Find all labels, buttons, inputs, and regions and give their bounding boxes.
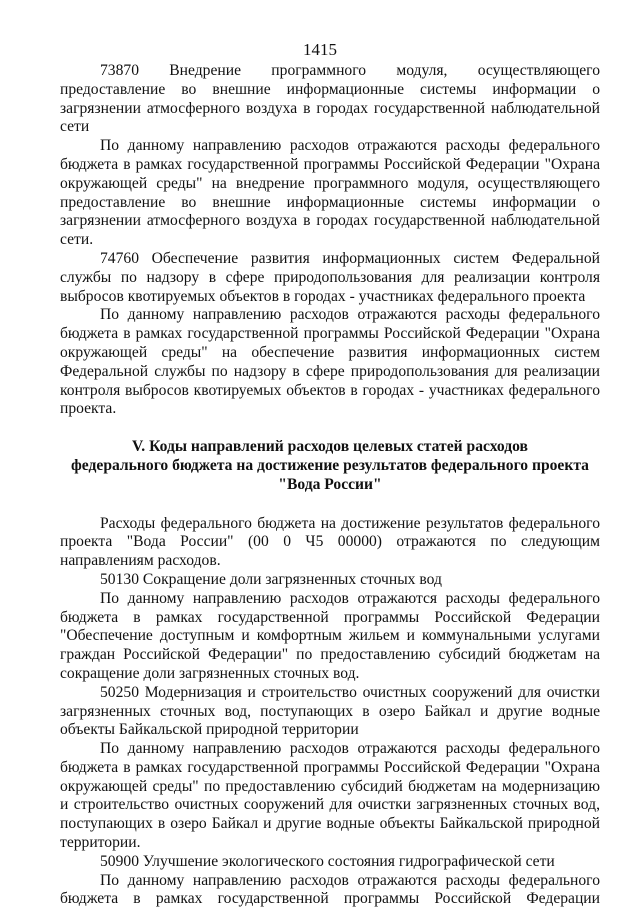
paragraph-50130-description: По данному направлению расходов отражаются расходы федерального бюджета в рамках государственной программы Российской Федерации "Обеспечение доступным и комфортным жильем и коммунальными услугами граждан Российской Федерации" по предоставлению субсидий бюджетам на сокращение доли загрязненных сточных вод. <box>60 589 600 682</box>
paragraph-50250-description: По данному направлению расходов отражаются расходы федерального бюджета в рамках государственной программы Российской Федерации "Охрана окружающей среды" по предоставлению субсидий бюджетам на модернизацию и строительство очистных сооружений для очистки загрязненных сточных вод, поступающих в озеро Байкал и другие водные объекты Байкальской природной территории. <box>60 740 600 852</box>
paragraph-73870-description: По данному направлению расходов отражаются расходы федерального бюджета в рамках государственной программы Российской Федерации "Охрана окружающей среды" на внедрение программного модуля, осуществляющего предоставление во внешние информационные системы информации о загрязнении атмосферного воздуха в городах государственной наблюдательной сети. <box>60 137 600 249</box>
paragraph-50900-description: По данному направлению расходов отражаются расходы федерального бюджета в рамках государственной программы Российской Федерации <box>60 871 600 908</box>
paragraph-section-intro: Расходы федерального бюджета на достижение результатов федерального проекта "Вода России" (00 0 Ч5 00000) отражаются по следующим направлениям расходов. <box>60 514 600 570</box>
section-heading <box>60 438 600 494</box>
section-heading-line-1: V. Коды направлений расходов целевых статей расходов <box>132 438 528 456</box>
paragraph-73870-title: 73870 Внедрение программного модуля, осуществляющего предоставление во внешние информационные системы информации о загрязнении атмосферного воздуха в городах государственной наблюдательной сети <box>60 62 600 136</box>
document-body <box>60 62 600 909</box>
section-heading-line-2: федерального бюджета на достижение результатов федерального проекта <box>71 456 589 474</box>
section-heading-line-3: "Вода России" <box>278 475 382 493</box>
paragraph-50130-title: 50130 Сокращение доли загрязненных сточных вод <box>100 570 442 588</box>
page-number: 1415 <box>303 40 337 59</box>
paragraph-74760-description: По данному направлению расходов отражаются расходы федерального бюджета в рамках государственной программы Российской Федерации "Охрана окружающей среды" на обеспечение развития информационных систем Федеральной службы по надзору в сфере природопользования для реализации контроля выбросов квотируемых объектов в городах - участниках федерального проекта. <box>60 306 600 418</box>
paragraph-50900-title: 50900 Улучшение экологического состояния гидрографической сети <box>100 852 555 870</box>
paragraph-50250-title: 50250 Модернизация и строительство очистных сооружений для очистки загрязненных сточных вод, поступающих в озеро Байкал и другие водные объекты Байкальской природной территории <box>60 683 600 739</box>
paragraph-74760-title: 74760 Обеспечение развития информационных систем Федеральной службы по надзору в сфере природопользования для реализации контроля выбросов квотируемых объектов в городах - участниках федерального проекта <box>60 249 600 305</box>
